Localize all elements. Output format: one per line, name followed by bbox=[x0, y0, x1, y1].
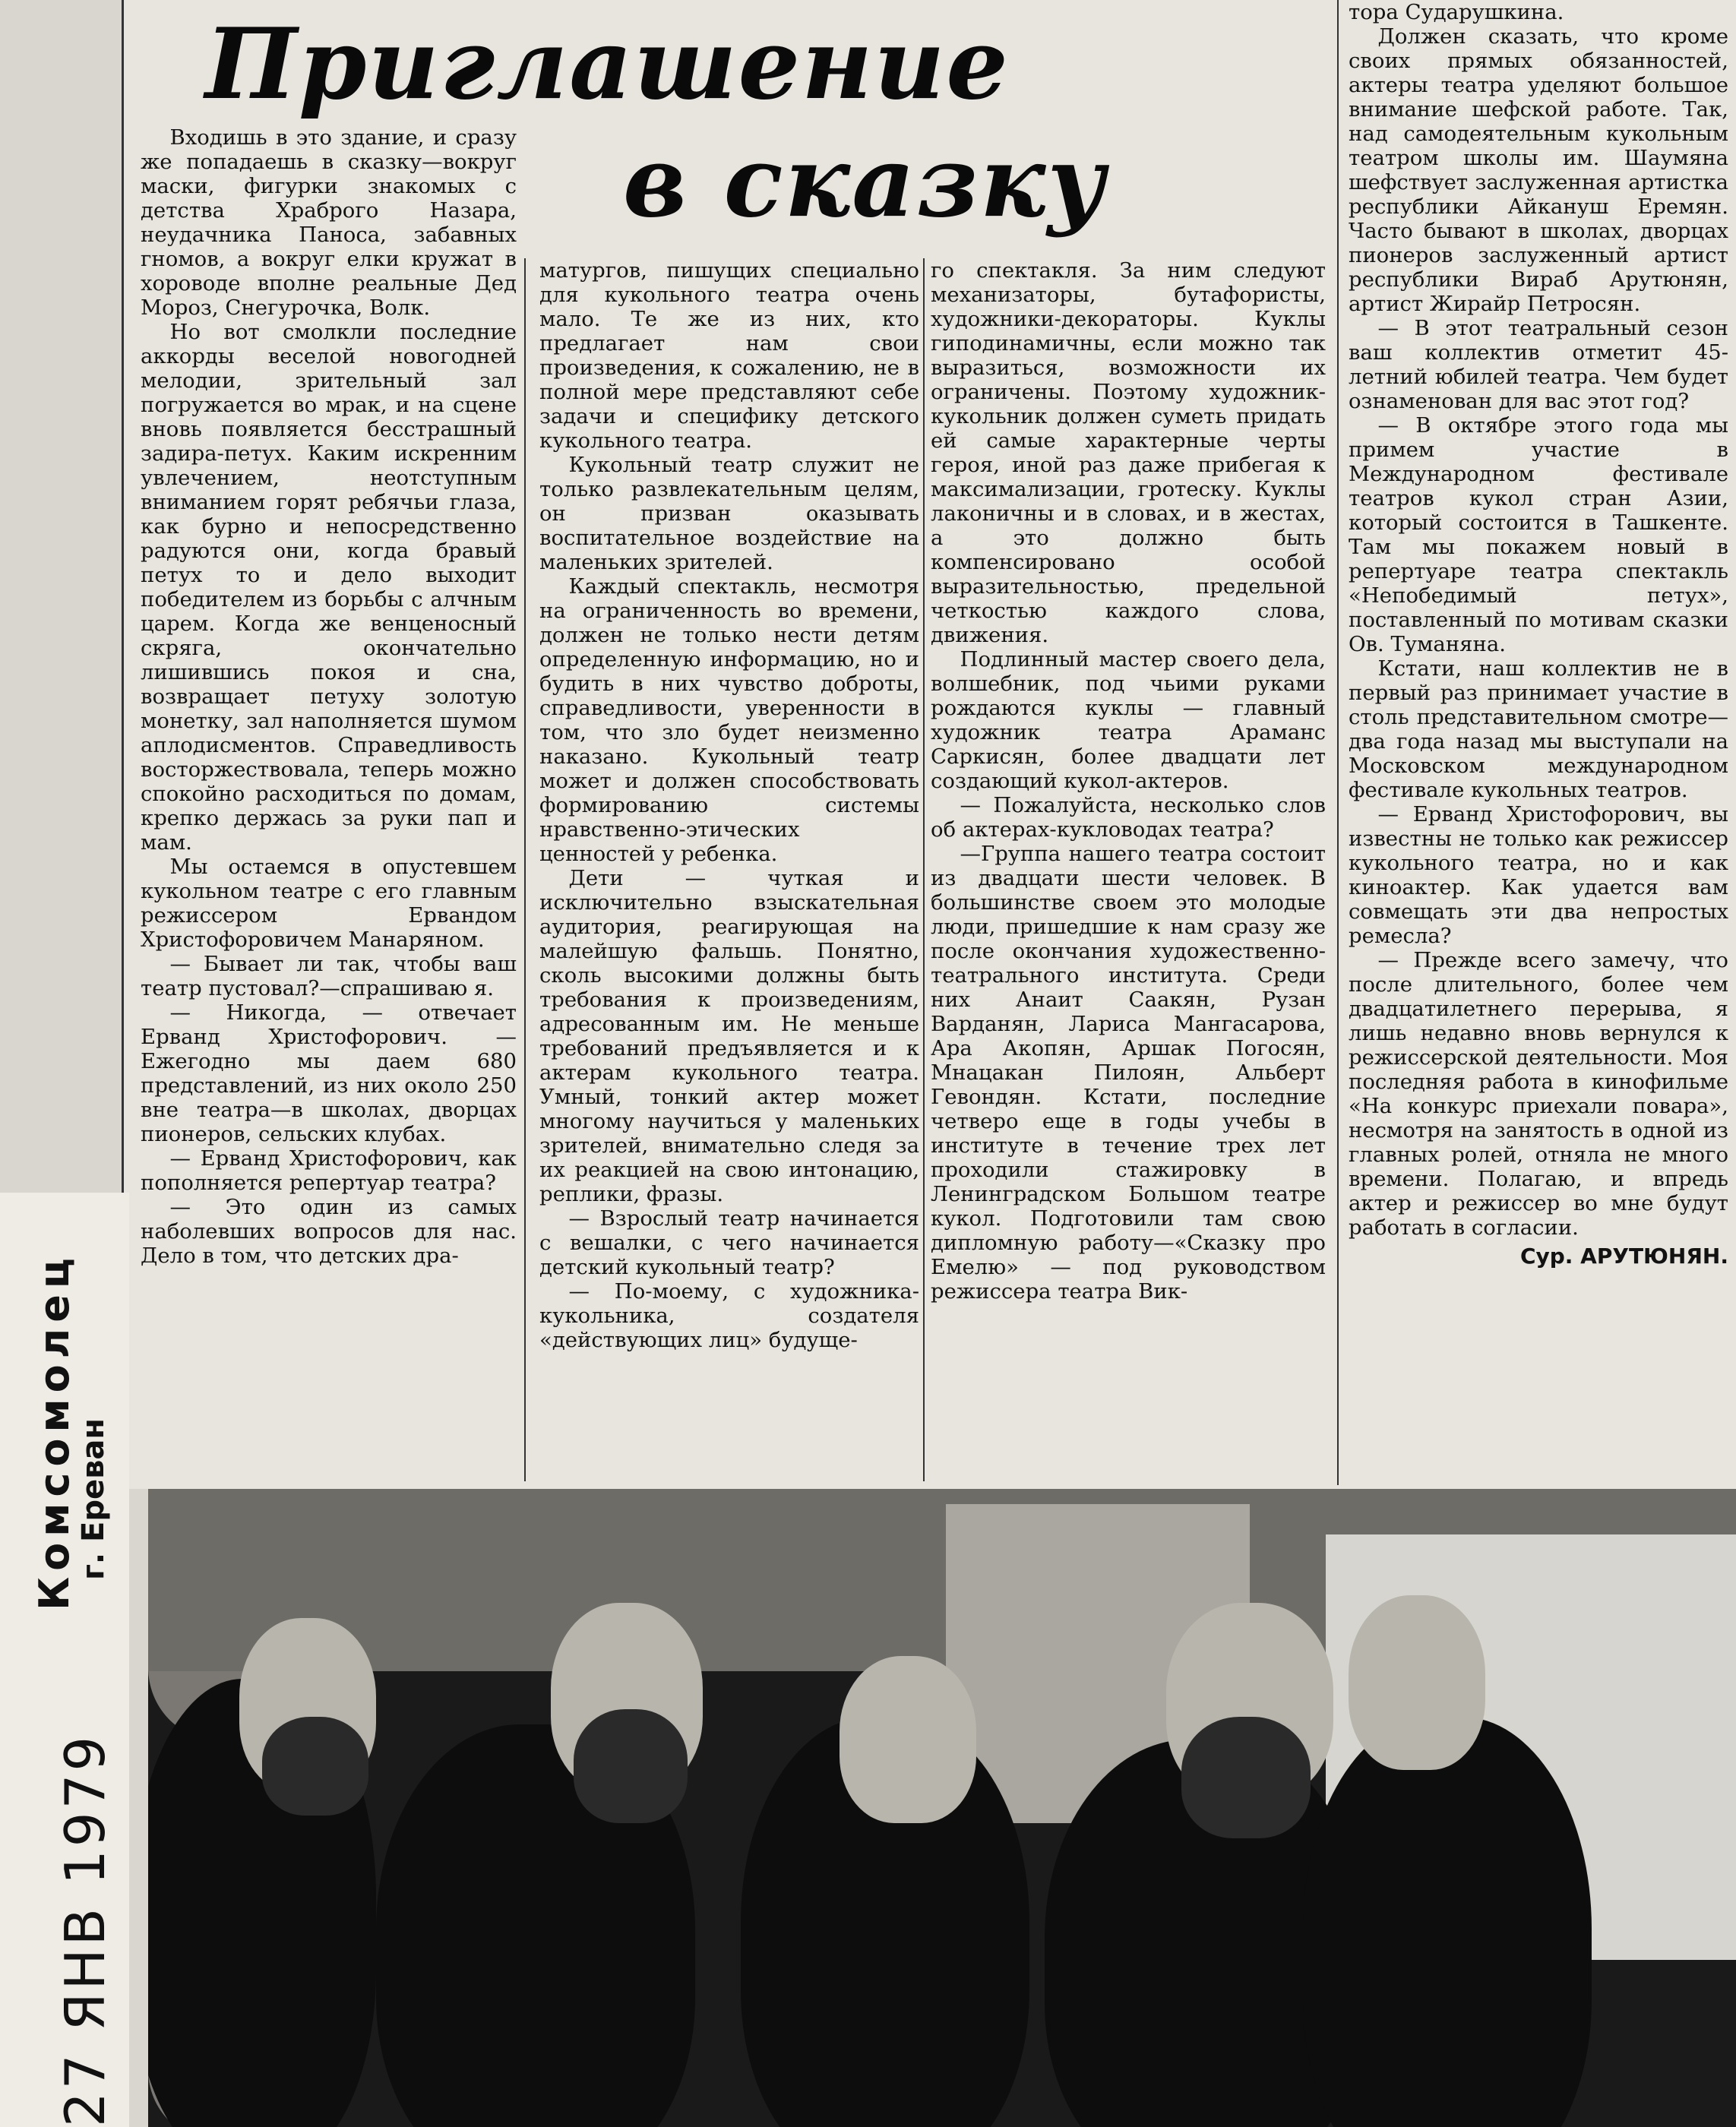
paragraph: —Группа нашего театра состоит из двадцати шести человек. В большинстве своем это молодые люди, пришедшие к нам сразу же после окончания художественно-театрального института. Среди них Анаит Саакян, Рузан Варданян, Лариса Мангасарова, Ара Акопян, Аршак Погосян, Мнацакан Пилоян, Альберт Гевондян. Кстати, последние четверо еще в годы учебы в институте в течение трех лет проходили стажировку в Ленинградском Большом театре кукол. Подготовили там свою дипломную работу—«Сказку про Емелю» — под руководством режиссера театра Вик- bbox=[931, 842, 1326, 1304]
clipping-edge bbox=[122, 0, 124, 1193]
stamp-date: 27 ЯНВ 1979 bbox=[53, 1733, 117, 2127]
group-photo bbox=[148, 1489, 1736, 2127]
paragraph: — В октябре этого года мы примем участие в Международном фестивале театров кукол стран Азии, который состоится в Ташкенте. Там мы покажем новый в репертуаре театра спектакль «Непобедимый петух», поставленный по мотивам сказки Ов. Туманяна. bbox=[1349, 413, 1728, 656]
paragraph: — Никогда, — отвечает Ерванд Христофорович. — Ежегодно мы даем 680 представлений, из них около 250 вне театра—в школах, дворцах пионеров, сельских клубах. bbox=[141, 1000, 517, 1146]
paragraph: — Взрослый театр начинается с вешалки, с чего начинается детский кукольный театр? bbox=[539, 1206, 919, 1279]
person bbox=[1303, 1717, 1592, 2127]
paragraph: Каждый спектакль, несмотря на ограниченность во времени, должен не только нести детям определенную информацию, но и будить в них чувство доброты, справедливости, уверенности в том, что зло будет неизменно наказано. Кукольный театр может и должен способствовать формированию системы нравственно-этических ценностей у ребенка. bbox=[539, 574, 919, 866]
paragraph: — Ерванд Христофорович, вы известны не только как режиссер кукольного театра, но и как киноактер. Как удается вам совмещать эти два непростых ремесла? bbox=[1349, 802, 1728, 948]
column-divider bbox=[524, 258, 526, 1481]
stamp-newspaper-name: Комсомолец bbox=[30, 1252, 78, 1610]
paragraph: Должен сказать, что кроме своих прямых обязанностей, актеры театра уделяют большое внимание шефской работе. Так, над самодеятельным кукольным театром школы им. Шаумяна шефствует заслуженная артистка республики Айкануш Еремян. Часто бывают в школах, дворцах пионеров заслуженный артист республики Вираб Арутюнян, артист Жирайр Петросян. bbox=[1349, 24, 1728, 316]
headline-line-2: в сказку bbox=[623, 125, 1107, 239]
column-divider bbox=[1337, 0, 1339, 1485]
newspaper-stamp bbox=[0, 1193, 129, 2127]
column-divider bbox=[923, 258, 925, 1481]
paragraph: Мы остаемся в опустевшем кукольном театре с его главным режиссером Ервандом Христофоровичем Манаряном. bbox=[141, 855, 517, 952]
paragraph: — По-моему, с художника-кукольника, создателя «действующих лиц» будуще- bbox=[539, 1279, 919, 1352]
paragraph: — Прежде всего замечу, что после длительного, более чем двадцатилетнего перерыва, я лишь недавно вновь вернулся к режиссерской деятельности. Моя последняя работа в кинофильме «На конкурс приехали повара», несмотря на занятость в одной из главных ролей, отняла не много времени. Полагаю, и впредь актер и режиссер во мне будут работать в согласии. bbox=[1349, 948, 1728, 1240]
paragraph: — Бывает ли так, чтобы ваш театр пустовал?—спрашиваю я. bbox=[141, 952, 517, 1000]
paragraph: тора Сударушкина. bbox=[1349, 0, 1564, 24]
author-signature: Сур. АРУТЮНЯН. bbox=[1519, 1244, 1728, 1269]
paragraph: Дети — чуткая и исключительно взыскательная аудитория, реагирующая на малейшую фальшь. Понятно, сколь высокими должны быть требования к произведениям, адресованным им. Не меньше требований предъявляется и к актерам кукольного театра. Умный, тонкий актер может многому научиться у маленьких зрителей, внимательно следя за их реакцией на свою интонацию, реплики, фразы. bbox=[539, 866, 919, 1206]
article-column-4 bbox=[1349, 0, 1728, 1485]
stamp-city: г. Ереван bbox=[76, 1417, 111, 1580]
paragraph: — В этот театральный сезон ваш коллектив отметит 45-летний юбилей театра. Чем будет ознаменован для вас этот год? bbox=[1349, 316, 1728, 413]
paragraph: — Это один из самых наболевших вопросов для нас. Дело в том, что детских дра- bbox=[141, 1195, 517, 1268]
article-column-2 bbox=[539, 258, 919, 1481]
paragraph: матургов, пишущих специально для кукольного театра очень мало. Те же из них, кто предлагает нам свои произведения, к сожалению, не в полной мере представляют себе задачи и специфику детского кукольного театра. bbox=[539, 258, 919, 453]
paragraph: го спектакля. За ним следуют механизаторы, бутафористы, художники-декораторы. Куклы гиподинамичны, если можно так выразиться, возможности их ограничены. Поэтому художник-кукольник должен суметь придать ей самые характерные черты героя, иной раз даже прибегая к максимализации, гротеску. Куклы лаконичны и в словах, и в жестах, а это должно быть компенсировано особой выразительностью, предельной четкостью каждого слова, движения. bbox=[931, 258, 1326, 647]
paragraph: Подлинный мастер своего дела, волшебник, под чьими руками рождаются куклы — главный художник театра Араманс Саркисян, более двадцати лет создающий кукол-актеров. bbox=[931, 647, 1326, 793]
article-column-3 bbox=[931, 258, 1326, 1481]
face bbox=[840, 1656, 976, 1823]
paragraph: Кукольный театр служит не только развлекательным целям, он призван оказывать воспитательное воздействие на маленьких зрителей. bbox=[539, 453, 919, 574]
face bbox=[1349, 1595, 1485, 1770]
paragraph: — Пожалуйста, несколько слов об актерах-кукловодах театра? bbox=[931, 793, 1326, 842]
paragraph: Кстати, наш коллектив не в первый раз принимает участие в столь представительном смотре—два года назад мы выступали на Московском международном фестивале кукольных театров. bbox=[1349, 656, 1728, 802]
paragraph: Но вот смолкли последние аккорды веселой новогодней мелодии, зрительный зал погружается во мрак, и на сцене вновь появляется бесстрашный задира-петух. Каким искренним увлечением, неотступным вниманием горят ребячьи глаза, как бурно и непосредственно радуются они, когда бравый петух то и дело выходит победителем из борьбы с алчным царем. Когда же венценосный скряга, окончательно лишившись покоя и сна, возвращает петуху золотую монетку, зал наполняется шумом аплодисментов. Справедливость восторжествовала, теперь можно спокойно расходиться по домам, крепко держась за руки пап и мам. bbox=[141, 320, 517, 855]
paragraph: Входишь в это здание, и сразу же попадаешь в сказку—вокруг маски, фигурки знакомых с детства Храброго Назара, неудачника Паноса, забавных гномов, а вокруг елки кружат в хороводе вполне реальные Дед Мороз, Снегурочка, Волк. bbox=[141, 125, 517, 320]
paragraph: — Ерванд Христофорович, как пополняется репертуар театра? bbox=[141, 1146, 517, 1195]
headline-line-1: Приглашение bbox=[205, 8, 1010, 122]
article-column-1 bbox=[141, 125, 517, 1485]
